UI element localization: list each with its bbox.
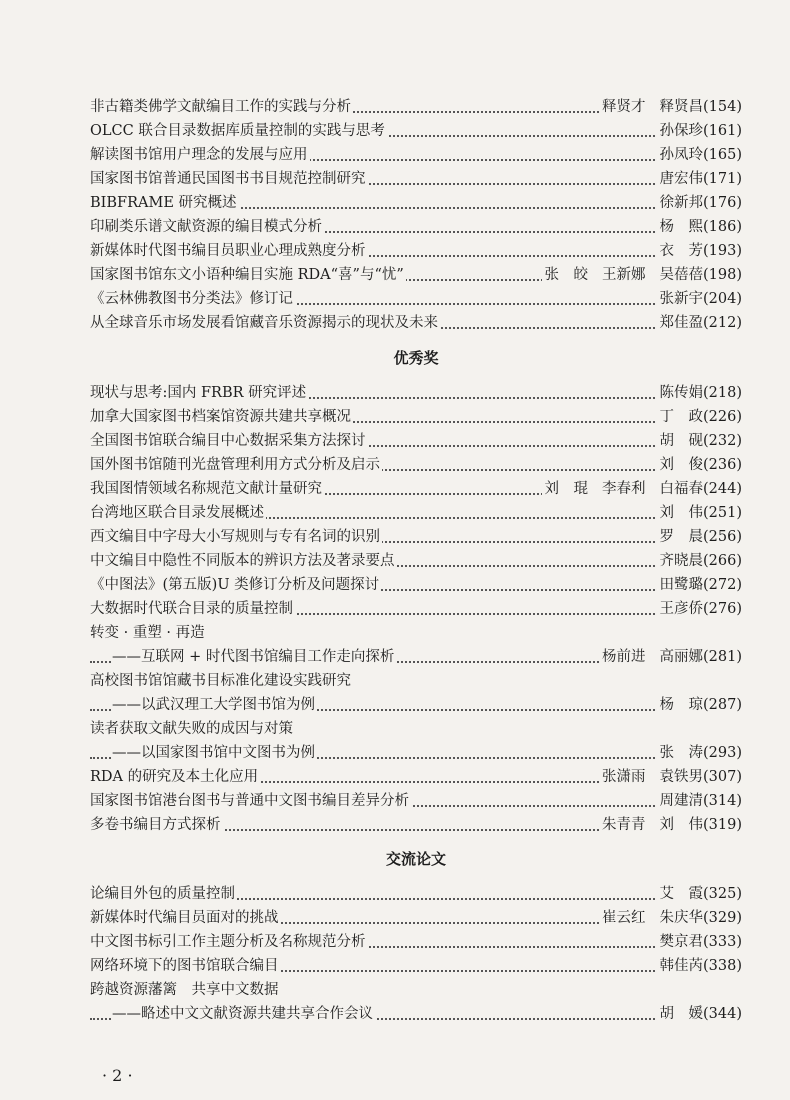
entry-page: (226): [703, 409, 742, 425]
entry-author: 白福春: [659, 481, 703, 497]
entry-meta: [542, 263, 743, 287]
entry-author: 齐晓晨: [659, 553, 703, 569]
toc-entry: [90, 693, 742, 717]
entry-meta: [657, 597, 743, 621]
section-header-exchange: [90, 841, 742, 877]
entry-title: 跨越资源藩篱 共享中文数据: [90, 978, 281, 1002]
toc-entry: [90, 882, 742, 906]
entry-meta: [599, 765, 742, 789]
entry-meta: [542, 477, 743, 501]
entry-author: 释贤才: [602, 99, 646, 115]
entry-author: 杨前进: [602, 649, 646, 665]
entry-page: (154): [703, 99, 742, 115]
entry-meta: [657, 215, 743, 239]
entry-title: 非古籍类佛学文献编目工作的实践与分析: [90, 95, 353, 119]
entry-author: 丁 政: [659, 409, 703, 425]
entry-meta: [657, 191, 743, 215]
entry-author: 唐宏伟: [659, 171, 703, 187]
entry-page: (266): [703, 553, 742, 569]
entry-title: 大数据时代联合目录的质量控制: [90, 597, 295, 621]
entry-page: (276): [703, 601, 742, 617]
toc-group-3: [90, 882, 742, 1026]
entry-author: 刘 俊: [659, 457, 703, 473]
entry-meta: [657, 429, 743, 453]
entry-title: OLCC 联合目录数据库质量控制的实践与思考: [90, 119, 387, 143]
entry-author: 周建清: [659, 793, 703, 809]
entry-title: ——以武汉理工大学图书馆为例: [112, 693, 317, 717]
entry-meta: [657, 167, 743, 191]
toc-entry: [90, 143, 742, 167]
entry-title: 新媒体时代编目员面对的挑战: [90, 906, 281, 930]
entry-meta: [657, 1002, 743, 1026]
entry-author: 张潇雨: [602, 769, 646, 785]
entry-meta: [599, 95, 742, 119]
entry-page: (319): [703, 817, 742, 833]
toc-entry: [90, 930, 742, 954]
toc-entry: [90, 477, 742, 501]
toc-entry: [90, 239, 742, 263]
entry-title: 国外图书馆随刊光盘管理利用方式分析及启示: [90, 453, 382, 477]
entry-author: 陈传娟: [659, 385, 703, 401]
entry-page: (344): [703, 1006, 742, 1022]
toc-entry: [90, 191, 742, 215]
entry-page: (251): [703, 505, 742, 521]
entry-title: 《中图法》(第五版)U 类修订分析及问题探讨: [90, 573, 381, 597]
section-title: 交流论文: [385, 850, 446, 868]
toc-entry: [90, 573, 742, 597]
entry-author: 吴蓓蓓: [659, 267, 703, 283]
entry-title: 中文图书标引工作主题分析及名称规范分析: [90, 930, 368, 954]
entry-page: (212): [703, 315, 742, 331]
entry-author: 胡 媛: [659, 1006, 703, 1022]
entry-title: 网络环境下的图书馆联合编目: [90, 954, 281, 978]
toc-entry: [90, 525, 742, 549]
toc-entry: [90, 717, 742, 741]
entry-page: (338): [703, 958, 742, 974]
toc-entry: [90, 621, 742, 645]
toc-entry: [90, 215, 742, 239]
entry-title: 高校图书馆馆藏书目标准化建设实践研究: [90, 669, 353, 693]
entry-title: 转变 · 重塑 · 再造: [90, 621, 207, 645]
entry-author: 杨 琼: [659, 697, 703, 713]
toc-entry: [90, 263, 742, 287]
entry-author: 朱青青: [602, 817, 646, 833]
entry-title: 台湾地区联合目录发展概述: [90, 501, 266, 525]
entry-author: 张 涛: [659, 745, 703, 761]
entry-author: 杨 熙: [659, 219, 703, 235]
entry-title: 国家图书馆东文小语种编目实施 RDA“喜”与“忧”: [90, 263, 406, 287]
entry-page: (218): [703, 385, 742, 401]
entry-meta: [657, 143, 743, 167]
entry-page: (287): [703, 697, 742, 713]
entry-author: 刘 琨: [544, 481, 588, 497]
entry-author: 罗 晨: [659, 529, 703, 545]
toc-entry: [90, 765, 742, 789]
entry-meta: [657, 525, 743, 549]
toc-entry: [90, 906, 742, 930]
toc-entry: [90, 549, 742, 573]
toc-entry: [90, 645, 742, 669]
entry-title: 论编目外包的质量控制: [90, 882, 237, 906]
entry-meta: [657, 405, 743, 429]
toc-entry: [90, 501, 742, 525]
entry-author: 胡 砚: [659, 433, 703, 449]
entry-page: (272): [703, 577, 742, 593]
entry-title: 从全球音乐市场发展看馆藏音乐资源揭示的现状及未来: [90, 311, 440, 335]
toc-entry: [90, 978, 742, 1002]
entry-meta: [657, 789, 743, 813]
entry-meta: [599, 645, 742, 669]
entry-meta: [657, 381, 743, 405]
entry-page: (236): [703, 457, 742, 473]
entry-author: 高丽娜: [659, 649, 703, 665]
entry-title: 中文编目中隐性不同版本的辨识方法及著录要点: [90, 549, 397, 573]
entry-meta: [657, 239, 743, 263]
entry-author: 刘 伟: [659, 817, 703, 833]
entry-meta: [657, 954, 743, 978]
toc-group-1: [90, 95, 742, 335]
toc-group-2: [90, 381, 742, 837]
entry-title: BIBFRAME 研究概述: [90, 191, 239, 215]
entry-page: (314): [703, 793, 742, 809]
entry-meta: [657, 549, 743, 573]
entry-title: RDA 的研究及本土化应用: [90, 765, 260, 789]
entry-page: (193): [703, 243, 742, 259]
entry-page: (204): [703, 291, 742, 307]
entry-page: (325): [703, 886, 742, 902]
entry-meta: [599, 906, 742, 930]
toc-entry: [90, 741, 742, 765]
toc-entry: [90, 453, 742, 477]
entry-page: (176): [703, 195, 742, 211]
section-header-excellent: [90, 340, 742, 376]
entry-title: 读者获取文献失败的成因与对策: [90, 717, 295, 741]
entry-meta: [657, 453, 743, 477]
entry-author: 袁铁男: [659, 769, 703, 785]
entry-author: 刘 伟: [659, 505, 703, 521]
entry-page: (165): [703, 147, 742, 163]
entry-title: ——略述中文文献资源共建共享合作会议: [112, 1002, 375, 1026]
toc-entry: [90, 167, 742, 191]
entry-meta: [657, 119, 743, 143]
entry-title: 新媒体时代图书编目员职业心理成熟度分析: [90, 239, 368, 263]
toc-entry: [90, 954, 742, 978]
entry-author: 孙凤玲: [659, 147, 703, 163]
toc-entry: [90, 597, 742, 621]
entry-title: 全国图书馆联合编目中心数据采集方法探讨: [90, 429, 368, 453]
entry-page: (232): [703, 433, 742, 449]
toc-entry: [90, 429, 742, 453]
entry-title: 《云林佛教图书分类法》修订记: [90, 287, 295, 311]
entry-title: 西文编目中字母大小写规则与专有名词的识别: [90, 525, 382, 549]
entry-author: 孙保珍: [659, 123, 703, 139]
entry-author: 张新宇: [659, 291, 703, 307]
entry-author: 郑佳盈: [659, 315, 703, 331]
entry-page: (171): [703, 171, 742, 187]
entry-page: (198): [703, 267, 742, 283]
entry-title: 我国图情领域名称规范文献计量研究: [90, 477, 324, 501]
entry-title: 多卷书编目方式探析: [90, 813, 223, 837]
entry-title: 印刷类乐谱文献资源的编目模式分析: [90, 215, 324, 239]
entry-author: 释贤昌: [659, 99, 703, 115]
entry-meta: [599, 813, 742, 837]
toc-entry: [90, 311, 742, 335]
entry-page: (186): [703, 219, 742, 235]
entry-title: 解读图书馆用户理念的发展与应用: [90, 143, 310, 167]
entry-author: 韩佳芮: [659, 958, 703, 974]
entry-author: 田鹭璐: [659, 577, 703, 593]
entry-author: 王新娜: [602, 267, 646, 283]
toc-entry: [90, 287, 742, 311]
toc-entry: [90, 789, 742, 813]
entry-author: 李春利: [602, 481, 646, 497]
entry-page: (256): [703, 529, 742, 545]
entry-author: 张 皎: [544, 267, 588, 283]
toc-entry: [90, 813, 742, 837]
entry-title: ——以国家图书馆中文图书为例: [112, 741, 317, 765]
entry-meta: [657, 287, 743, 311]
toc-entry: [90, 119, 742, 143]
entry-meta: [657, 741, 743, 765]
entry-meta: [657, 573, 743, 597]
toc-entry: [90, 669, 742, 693]
entry-meta: [657, 693, 743, 717]
entry-page: (333): [703, 934, 742, 950]
entry-meta: [657, 501, 743, 525]
entry-meta: [657, 882, 743, 906]
entry-author: 衣 芳: [659, 243, 703, 259]
entry-title: 国家图书馆港台图书与普通中文图书编目差异分析: [90, 789, 411, 813]
entry-title: 国家图书馆普通民国图书书目规范控制研究: [90, 167, 368, 191]
page-number: · 2 ·: [102, 1066, 133, 1085]
entry-page: (161): [703, 123, 742, 139]
entry-page: (307): [703, 769, 742, 785]
entry-title: 加拿大国家图书档案馆资源共建共享概况: [90, 405, 353, 429]
entry-author: 徐新邦: [659, 195, 703, 211]
entry-author: 朱庆华: [659, 910, 703, 926]
entry-author: 樊京君: [659, 934, 703, 950]
toc-entry: [90, 1002, 742, 1026]
entry-title: 现状与思考:国内 FRBR 研究评述: [90, 381, 308, 405]
entry-page: (281): [703, 649, 742, 665]
entry-page: (293): [703, 745, 742, 761]
entry-page: (244): [703, 481, 742, 497]
section-title: 优秀奖: [393, 349, 439, 367]
entry-author: 王彦侨: [659, 601, 703, 617]
toc-entry: [90, 405, 742, 429]
toc-entry: [90, 381, 742, 405]
entry-author: 崔云红: [602, 910, 646, 926]
entry-title: ——互联网 + 时代图书馆编目工作走向探析: [112, 645, 396, 669]
entry-meta: [657, 311, 743, 335]
entry-meta: [657, 930, 743, 954]
entry-page: (329): [703, 910, 742, 926]
entry-author: 艾 霞: [659, 886, 703, 902]
toc-entry: [90, 95, 742, 119]
